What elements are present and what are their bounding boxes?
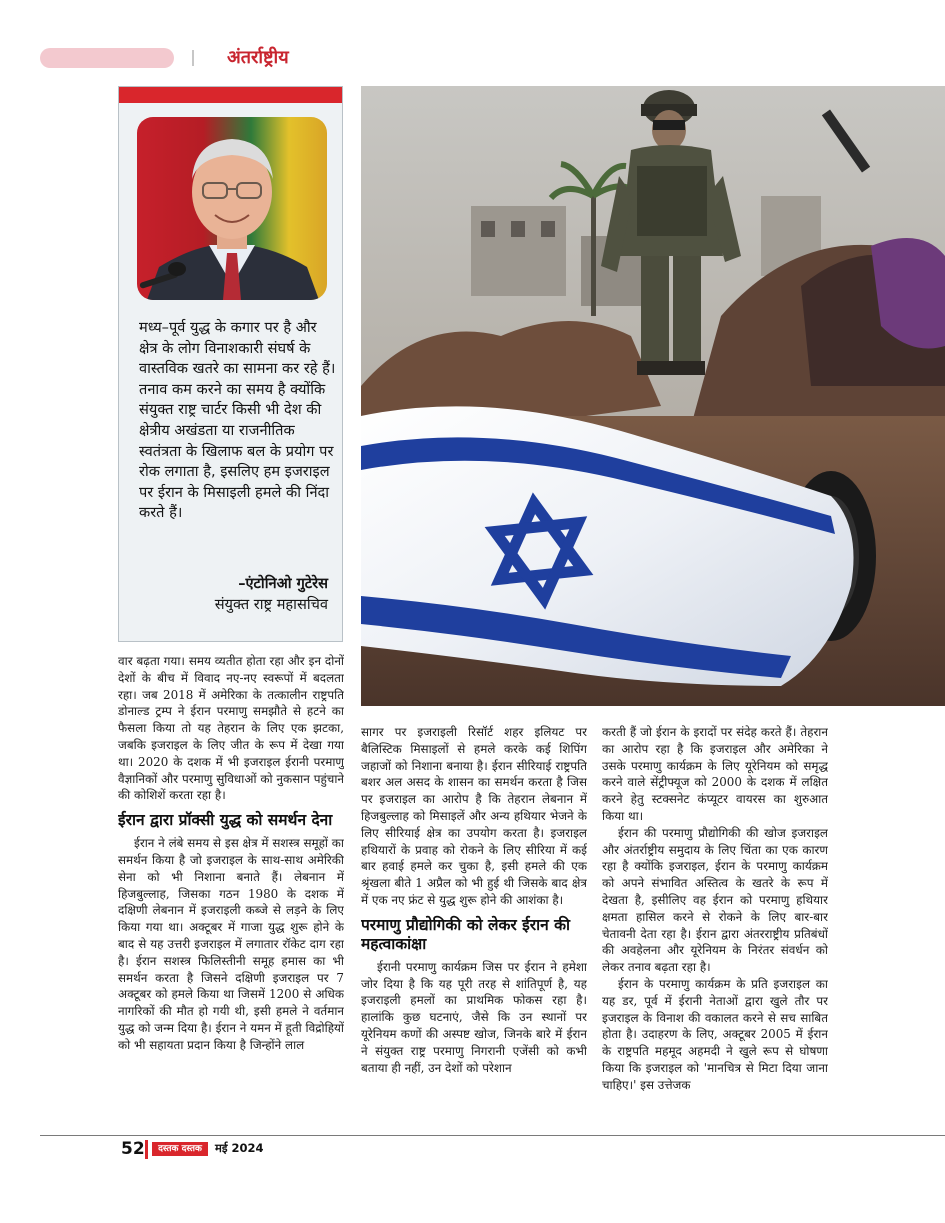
article-column-2 — [361, 724, 587, 1134]
portrait-image — [137, 117, 327, 300]
section-title: अंतर्राष्ट्रीय — [227, 47, 289, 68]
issue-date: मई 2024 — [215, 1141, 264, 1155]
paragraph: ईरान ने लंबे समय से इस क्षेत्र में सशस्त्र समूहों का समर्थन किया है जो इजराइल के साथ-साथ अमेरिकी सेना को भी निशाना बनाते हैं। लेबनान में हिजबुल्लाह, जिसका गठन 1980 के दशक में दक्षिणी लेबनान में इजराइली कब्जे से लड़ने के लिए किया गया था। अक्टूबर में गाजा युद्ध शुरू होने के बाद से यह उत्तरी इजराइल में लगातार रॉकेट दाग रहा है। ईरान सशस्त्र फिलिस्तीनी समूह हमास का भी समर्थन करता है जिसने दक्षिणी इजराइल पर 7 अक्टूबर को हमले किया था जिसमें 1200 से अधिक नागरिकों की मौत हो गयी थी, इसी हमले ने वर्तमान युद्ध को जन्म दिया है। ईरान ने यमन में हूती विद्रोहियों को भी सहायता प्रदान किया है जिन्होंने लाल — [118, 836, 344, 1052]
subheading: परमाणु प्रौद्योगिकी को लेकर ईरान की महत्वाकांक्षा — [361, 915, 571, 953]
quote-attribution — [215, 573, 328, 615]
quote-text: मध्य–पूर्व युद्ध के कगार पर है और क्षेत्र के लोग विनाशकारी संघर्ष के वास्तविक खतरे का सामना कर रहे हैं। तनाव कम करने का समय है क्योंकि संयुक्त राष्ट्र चार्टर किसी भी देश की क्षेत्रीय अखंडता या राजनीतिक स्वतंत्रता के खिलाफ बल के प्रयोग पर रोक लगाता है, इसलिए हम इजराइल पर ईरान के मिसाइली हमले की निंदा करते हैं। — [139, 319, 336, 522]
subheading: ईरान द्वारा प्रॉक्सी युद्ध को समर्थन देना — [118, 811, 333, 830]
paragraph: वार बढ़ता गया। समय व्यतीत होता रहा और इन दोनों देशों के बीच में विवाद नए-नए स्वरूपों में बदलता रहा। जब 2018 में अमेरिका के तत्कालीन राष्ट्रपति डोनाल्ड ट्रम्प ने ईरान परमाणु समझौते से हटने का फैसला किया तो यह तेहरान के लिए एक झटका, जबकि इजराइल के लिए जीत के रूप में देखा गया था। 2020 के दशक में भी इजराइल ईरानी परमाणु वैज्ञानिकों और परमाणु सुविधाओं को नुकसान पहुंचाने की कोशिशें करता रहा है। — [118, 654, 344, 803]
soldier-flag-photo — [361, 86, 945, 706]
header-separator — [192, 50, 194, 66]
page-number: 52 — [121, 1139, 145, 1159]
article-column-1 — [118, 653, 344, 1133]
paragraph: ईरान के परमाणु कार्यक्रम के प्रति इजराइल का यह डर, पूर्व में ईरानी नेताओं द्वारा खुले तौर पर इजराइल के विनाश की वकालत करने से सच साबित होता है। उदाहरण के लिए, अक्टूबर 2005 में ईरान के राष्ट्रपति महमूद अहमदी ने खुले रूप से घोषणा किया कि इजराइल को 'मानचित्र से मिटा दिया जाना चाहिए।' इस उत्तेजक — [602, 976, 828, 1092]
paragraph: करती हैं जो ईरान के इरादों पर संदेह करते हैं। तेहरान का आरोप रहा है कि इजराइल और अमेरिका ने उसके परमाणु कार्यक्रम के लिए यूरेनियम को समृद्ध करने वाले सेंट्रीफ्यूज को 2000 के दशक में लक्षित करने हेतु स्टक्सनेट कंप्यूटर वायरस का शुरुआत किया था। — [602, 725, 828, 823]
article-column-3 — [602, 724, 828, 1134]
magazine-logo: दस्तक दस्तक — [152, 1142, 208, 1156]
quote-author-designation: संयुक्त राष्ट्र महासचिव — [214, 596, 328, 613]
quote-author-name: –एंटोनिओ गुटेरेस — [238, 575, 328, 592]
paragraph: सागर पर इजराइली रिसॉर्ट शहर इलियट पर बैलिस्टिक मिसाइलों से हमले करके कई शिपिंग जहाजों को निशाना बनाया है। ईरान सीरियाई राष्ट्रपति बशर अल असद के शासन का समर्थन करता है जिस पर इजराइल का आरोप है कि तेहरान लेबनान में हिजबुल्लाह को मिसाइलें और अन्य हथियार भेजने के लिए सीरियाई क्षेत्र का उपयोग करता है। इजराइल हथियारों के प्रवाह को रोकने के लिए सीरिया में कई बार हवाई हमले कर चुका है, इसी हमले की एक श्रृंखला बीते 1 अप्रैल को भी हुई थी जिसके बाद क्षेत्र में एक नए फ्रंट से युद्ध शुरू होने की आशंका है। — [361, 725, 587, 907]
quote-box — [118, 86, 343, 642]
quote-top-bar — [119, 87, 342, 103]
paragraph: ईरानी परमाणु कार्यक्रम जिस पर ईरान ने हमेशा जोर दिया है कि यह पूरी तरह से शांतिपूर्ण है, यह इजराइली हमलों का प्राथमिक फोकस रहा है। हालांकि कुछ घटनाएं, जैसे कि उन स्थानों पर यूरेनियम कणों की अस्पष्ट खोज, जिनके बारे में ईरान ने संयुक्त राष्ट्र परमाणु निगरानी एजेंसी को कभी बताया ही नहीं, उन देशों को परेशान — [361, 959, 587, 1075]
header-pill — [40, 48, 174, 68]
footer-red-bar — [145, 1140, 148, 1159]
paragraph: ईरान की परमाणु प्रौद्योगिकी की खोज इजराइल और अंतर्राष्ट्रीय समुदाय के लिए चिंता का एक कारण रहा है क्योंकि इजराइल, ईरान के परमाणु कार्यक्रम को अपने संभावित अस्तित्व के खतरे के रूप में देखता है, इसीलिए वह ईरान को परमाणु हथियार क्षमता हासिल करने से रोकने के लिए बार-बार चेतावनी देता रहा है। ईरान द्वारा अंतरराष्ट्रीय प्रतिबंधों की अवहेलना और यूरेनियम के निरंतर संवर्धन को लेकर तनाव बढ़ता रहा है। — [602, 825, 828, 975]
footer-rule — [40, 1135, 945, 1136]
